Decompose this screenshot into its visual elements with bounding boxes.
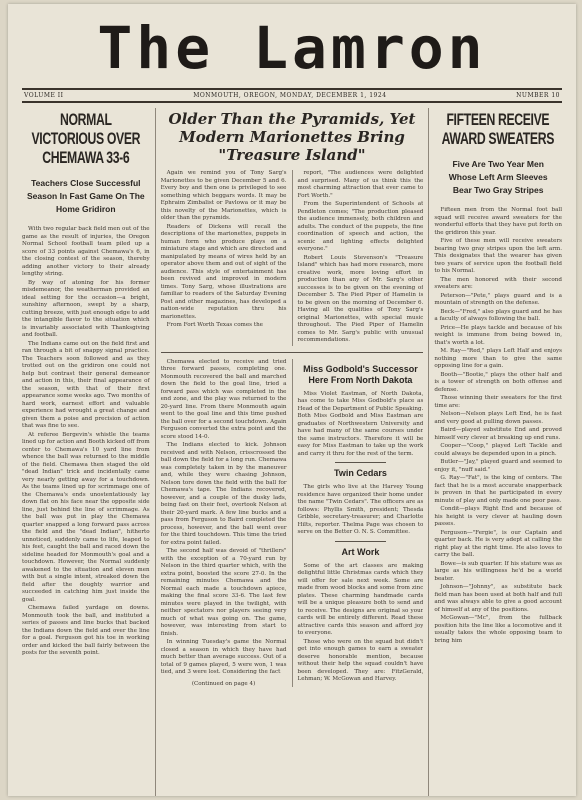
divider [335,462,385,463]
game-continued [161,359,287,687]
paragraph: Peterson—"Pete," plays guard and is a mountain of strength on the defense. [434,292,562,306]
paragraph: Chemawa elected to receive and tried three forward passes, completing one. Monmouth recovered the ball and marched down the field to the goal line, tried a forward pass which was completed in the end zone, and the play was returned to the 20-yard line. From there Monmouth again went to the goal line and this time pushed the ball over for a second touchdown. Again Ferguson converted the extra point and the score stood 14-0. [160,358,287,440]
paragraph: Readers of Dickens will recall the descriptions of the marionettes, puppets in human form who produce plays on a miniature stage and which are directed and manipulated by means of wires held by an operator above them and out of sight of the audience. This style of entertainment has been revived and improved in modern times. Tony Sarg, whose illustrations are familiar to readers of the Saturday Evening Post and other magazines, has developed a nation-wide reputation thru his marionettes. [160,223,287,320]
paragraph: Nelson—Nelson plays Left End, he is fast and very good at pulling down passes. [434,411,562,425]
paragraph: With two regular back field men out of the game as the result of injuries, the Oregon Normal School football team piled up a score of 33 points against Chemawa's 6, in the closing contest of the season, thereby adding another victory to their already lengthy string. [22,226,150,277]
paragraph: Price—He plays tackle and because of his weight is immune from being bowed in, that's worth a lot. [434,324,562,346]
marionettes-story [161,170,424,346]
column-middle [155,108,424,796]
paragraph: Miss Violet Eastman, of North Dakota, has come to take Miss Godbold's place as Head of the Department of Public Speaking. Both Miss Godbold and Miss Eastman are graduates of Northwestern University and have had many of the same courses under the same instructors. Therefore it will be easy for Miss Eastman to take up the work and carry it thru for the rest of the term. [297,390,424,457]
twin-cedars-text [298,484,424,537]
paragraph: Those winning their sweaters for the first time are: [434,395,562,409]
headline-twin-cedars: Twin Cedars [334,468,387,478]
headline-godbold: Miss Godbold's Successor Here From North Dakota [303,363,418,385]
paragraph: M. Ray—"Red," plays Left Half and enjoys nothing more than to give the same opposing line for a gain. [434,348,562,369]
subhead-five-are: Five Are Two Year Men Whose Left Arm Sleeves Bear Two Gray Stripes [448,159,548,195]
game-story-text [22,226,150,658]
masthead: The Lamron [97,14,487,82]
paragraph: At referee Bergevin's whistle the teams lined up for action and Booth kicked off from center to Chemawa's 10 yard line from whence the ball was returned to the middle of the field. Chemawa then staged the old "dead Indian" trick and incidentally came very nearly getting away for a touchdown. As the teams lined up for scrimmage one of the Chemawa's ends unostentatiously lay down flat on his face near the opposite side line, just behind the line of scrimmage. As the ball was put in play the Chemawa quarter snapped a long forward pass across the field and the "dead Indian", hitherto unnoticed, suddenly came to life, leaped to his feet, caught the ball and raced down the sideline headed for Monmouth's goal and a touchdown. However, the Normal suddenly awakened to the situation and eleven men with but a single intent, streaked down the field after the doughty warrior and succeeded in catching him just inside the goal. [22,431,150,603]
column-game-story [22,108,150,796]
paragraph: Bowe—is sub quarter. If his stature was as large as his willingness he'd be a world beater. [434,560,562,582]
paragraph: Five of these men will receive sweaters bearing two gray stripes upon the left arm. This designates that the wearer has given two years of service upon the football field to his Normal. [434,238,562,274]
marionettes-text-right [292,170,424,346]
marionettes-text-left [161,170,287,346]
paragraph: Those who were on the squad but didn't get into enough games to earn a sweater deserve honorable mention, because without their help the squad couldn't have been developed. They are: FitzGerald, Lehman; W. McGowan and Harvey. [297,638,424,682]
dateline [22,88,562,103]
paragraph: Butler—"Jay," played guard and seemed to enjoy it, "nuff said." [434,459,562,473]
paragraph: From the Superintendent of Schools at Pendleton comes; "The production pleased the audience immensely, both children and adults. The conduct of the puppets, the fine coordination of speech and action, the scenic and lighting effects delighted everyone." [297,201,424,252]
column-sweaters [428,108,562,796]
game-continued-text [161,359,287,677]
continued-label: (Continued on page 4) [191,680,256,687]
paragraph: Fifteen men from the Normal foot ball squad will receive award sweaters for the wonderful efforts that they have put forth on the gridiron this year. [434,207,562,236]
paragraph: The men honored with their second sweaters are: [434,276,562,290]
paragraph: The Indians elected to kick. Johnson received and with Nelson, crisscrossed the ball down the field for a long run. Chemawa was completely taken in by the maneuver and, while they were chasing Johnson, Nelson tore down the field with the ball for Chemawa's tape. The Indians recovered, however, and a couple of the dusky lads, being fast on their feet, overtook Nelson at their 20-yard mark. A few line bucks and a pass from Ferguson to Baird completed the process, however, and the ball went over for the third touchdown. This time the tried for extra point failed. [160,442,287,546]
paragraph: Baird—played substitute End and proved himself very clever at breaking up end runs. [434,427,562,441]
paragraph: The second half was devoid of "thrillers" with the exception of a 70-yard run by Nelson in the third quarter which, with the extra point, boosted the score 27-0. In the remaining minutes Chemawa and the Normal each made a touchdown apiece, making the final score 33-6. The last few minutes were played in the twilight, with neither spectators nor players seeing very much of what was going on. The game, however, was interesting from start to finish. [160,548,287,637]
issue-number: NUMBER 10 [516,92,560,99]
newspaper-page [8,4,576,796]
headline-normal-victorious: NORMAL VICTORIOUS OVER CHEMAWA 33-6 [31,110,141,167]
paragraph: From Fort Worth Texas comes the [166,322,263,328]
divider [335,541,385,542]
place-date: MONMOUTH, OREGON, MONDAY, DECEMBER 1, 1924 [193,92,387,99]
divider [161,352,424,353]
sweaters-story-text [434,207,562,645]
paragraph: The girls who live at the Harvey Young residence have organized their home under the name "Twin Cedars". The officers are as follows: Phyllis Smith, president; Thesda Gribble, secretary-treasurer; and Charlotte Hilts, reporter. Thelma Page was chosen to serve on the Better O. N. S. Committee. [297,484,424,535]
paragraph: Robert Louis Stevenson's "Treasure Island" which has had more research, more creative work, more loving effort in production than any of Mr. Sarg's other successes is to be given on the evening of December 5. The Pied Piper of Hamelin is to be given on the morning of December 6. Having all the qualities of Tony Sarg's original Marionettes, with special music throughout. The Pied Piper of Hamelin comes to Mr. Sarg's public with unusual recommendations. [297,254,424,343]
paragraph: In winning Tuesday's game the Normal closed a season in which they have had much better than average success. Out of a total of 9 games played, 5 were won, 1 was tied, and 3 were lost. Considering the fact [160,639,287,675]
paragraph: Again we remind you of Tony Sarg's Marionettes to be given December 5 and 6. Every boy and then one is privileged to see something which beggars words. It may be Ephraim Zimbalist or Pavlowa or it may be this novelty of the Marionettes, which is older than the pyramids. [160,170,287,221]
paragraph: Chemawa failed yardage on downs. Monmouth took the ball, and instituted a series of passes and line bucks that backed the Indians down the field and over the line for a goal. Ferguson got his toe in working order and kicked the ball fairly between the posts for the seventh point. [22,605,150,656]
right-stack [292,359,424,687]
art-work-text [298,563,424,684]
subhead-teachers: Teachers Close Successful Season In Fast Game On The Home Gridiron [27,178,145,214]
paragraph: Cooper—"Coop," played Left Tackle and could always be depended upon in a pinch. [434,443,562,457]
headline-marionettes: Older Than the Pyramids, Yet Modern Marionettes Bring "Treasure Island" [168,110,416,164]
godbold-text [298,391,424,459]
paragraph: Johnson—"Johnny", as substitute back field man has been used at both half and full and was always able to give a good account of himself at any of the positions. [434,584,562,613]
paragraph: By way of atoning for his former misdemeanor, the weatherman provided an ideal setting for the occasion—a bright, sunshiny afternoon, swept by a sharp, cutting breeze, with just enough edge to add the intangible flavor to the situation which is invariably associated with Thanksgiving and football. [22,279,150,338]
headline-fifteen-receive: FIFTEEN RECEIVE AWARD SWEATERS [441,110,555,148]
paragraph: Booth—"Bootie," plays the other half and is a tower of strength on both offense and defense. [434,371,562,393]
paragraph: McGowan—"Mc", from the fullback position hits the line like a locomotive and it usually takes the whole opposing team to bring him [434,615,562,644]
paragraph: Condit—plays Right End and because of his height is very clever at hauling down passes. [434,506,562,527]
paragraph: Beck—"Fred," also plays guard and he has a faculty of always following the ball. [434,308,562,322]
headline-art-work: Art Work [341,546,380,557]
volume-label: VOLUME II [24,92,64,99]
paragraph: G. Ray—"Fat", is the king of centers. The fact that he is a most accurate snapperback is proven in that he participated in every minute of play and only made one poor pass. [434,475,562,504]
paragraph: report, "The audiences were delighted and surprised. Many of us think this the most charming attraction that ever came to Fort Worth." [297,170,424,199]
paragraph: Some of the art classes are making delightful little Christmas cards which they will offer for sale next week. Some are made from wood blocks and some from zinc plates. These charming handmade cards will be a unique pleasure both to send and to receive. The designs are original so your cards will be entirely different. Read these attractive cards this season and afford joy to everyone. [297,562,424,636]
paragraph: The Indians came out on the field first and ran through a bit of snappy signal practice. The Teachers soon followed and as they trotted out on the gridiron one could not help but contrast their general demeanor and action in this, their final appearance of the season, with that of their first appearance some weeks ago. Two months of hard work, earnest effort and valuable experience had wrought a great change and given them a poise and precision of action that was fine to see. [22,340,150,429]
paragraph: Ferguson—"Fergie", is our Captain and quarter back. He is very adept at calling the right play at the right time. He also loves to carry the ball. [434,529,562,558]
